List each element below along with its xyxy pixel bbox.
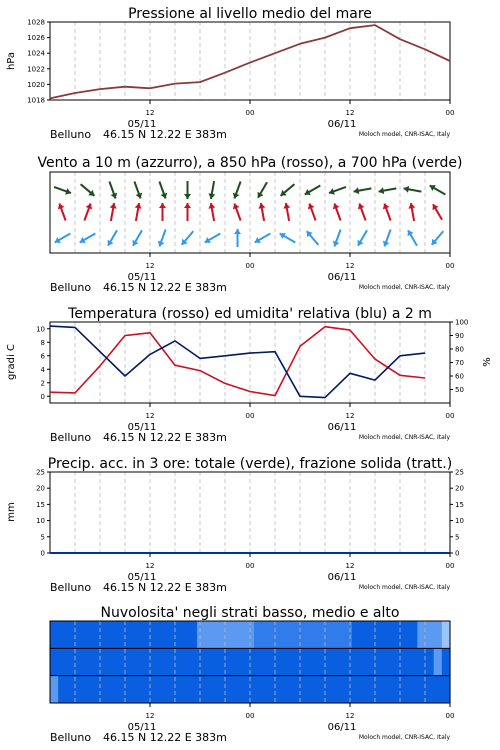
cloud-cell: [58, 621, 67, 648]
date-label: 05/11: [127, 572, 157, 583]
model-credit: Moloch model, CNR-ISAC, Italy: [358, 284, 450, 291]
wind-arrow: [84, 204, 92, 221]
wind-arrow-head: [184, 194, 191, 199]
cloud-cell: [368, 648, 377, 675]
wind-arrow: [135, 203, 142, 221]
date-label: 06/11: [327, 272, 357, 283]
wind-arrow: [58, 204, 66, 221]
panel-title-temperature: Temperatura (rosso) ed umidita' relativa (blu) a 2 m: [68, 306, 432, 322]
station-name: Belluno: [50, 581, 92, 594]
cloud-cell: [164, 621, 173, 648]
wind-arrow: [110, 203, 117, 221]
cloud-cell: [385, 676, 394, 703]
wind-arrow: [433, 204, 443, 220]
wind-arrow: [280, 233, 296, 243]
cloud-cell: [336, 621, 345, 648]
station-name: Belluno: [50, 128, 92, 141]
date-label: 06/11: [327, 572, 357, 583]
model-credit: Moloch model, CNR-ISAC, Italy: [358, 584, 450, 591]
cloud-cell: [238, 621, 247, 648]
cloud-cell: [352, 621, 361, 648]
cloud-cell: [311, 621, 320, 648]
cloud-cell: [189, 676, 198, 703]
cloud-cell: [230, 676, 239, 703]
cloud-cell: [295, 648, 304, 675]
cloud-cell: [360, 648, 369, 675]
cloud-cell: [140, 676, 149, 703]
cloud-cell: [221, 648, 230, 675]
cloud-cell: [319, 648, 328, 675]
cloud-cell: [303, 648, 312, 675]
wind-arrow: [133, 230, 143, 246]
x-tick-label: 00: [245, 109, 255, 117]
date-label: 05/11: [127, 722, 157, 733]
cloud-cell: [91, 648, 100, 675]
y-tick-label: 20: [36, 484, 45, 493]
y-right-tick-label: 90: [455, 332, 464, 340]
y-right-tick-label: 20: [455, 484, 464, 493]
cloud-cell: [426, 648, 435, 675]
wind-arrow: [208, 203, 215, 221]
wind-arrow: [379, 187, 397, 194]
cloud-cell: [115, 621, 124, 648]
cloud-cell: [156, 648, 165, 675]
station-coords: 46.15 N 12.22 E 383m: [103, 731, 227, 744]
wind-arrow-head: [184, 203, 191, 208]
wind-arrow: [80, 234, 96, 244]
wind-arrow: [281, 184, 295, 196]
y-tick-label: 5: [40, 533, 45, 542]
wind-arrow: [233, 204, 241, 221]
cloud-cell: [132, 676, 141, 703]
x-tick-label: 00: [445, 412, 455, 420]
wind-arrow: [233, 182, 241, 199]
cloud-cell: [254, 676, 263, 703]
y-axis-label-precipitation: mm: [6, 502, 17, 522]
y-tick-label: 8: [40, 338, 45, 347]
y-tick-label: 4: [40, 365, 45, 374]
cloud-cell: [205, 648, 214, 675]
x-tick-label: 00: [245, 412, 255, 420]
y-tick-label: 25: [36, 468, 45, 477]
cloud-cell: [221, 676, 230, 703]
x-tick-label: 12: [345, 712, 355, 720]
cloud-cell: [213, 621, 222, 648]
cloud-cell: [287, 648, 296, 675]
wind-arrow: [55, 234, 71, 244]
cloud-cell: [50, 676, 59, 703]
x-tick-label: 12: [345, 562, 355, 570]
date-label: 05/11: [127, 272, 157, 283]
cloud-cell: [409, 648, 418, 675]
wind-arrow: [258, 203, 265, 221]
wind-arrow: [383, 230, 391, 247]
cloud-cell: [279, 648, 288, 675]
cloud-cell: [368, 676, 377, 703]
cloud-cell: [287, 676, 296, 703]
wind-arrow: [408, 230, 418, 246]
cloud-cell: [164, 676, 173, 703]
cloud-cell: [83, 621, 92, 648]
cloud-cell: [115, 676, 124, 703]
cloud-cell: [385, 621, 394, 648]
cloud-cell: [401, 676, 410, 703]
x-tick-label: 12: [345, 412, 355, 420]
date-label: 05/11: [127, 119, 157, 130]
cloud-cell: [442, 648, 451, 675]
wind-arrow: [305, 186, 321, 196]
x-tick-label: 12: [145, 109, 155, 117]
y-tick-label: 1026: [27, 34, 45, 43]
cloud-cell: [205, 621, 214, 648]
cloud-cell: [181, 621, 190, 648]
cloud-cell: [172, 621, 181, 648]
cloud-cell: [140, 621, 149, 648]
wind-arrow: [184, 181, 191, 199]
cloud-cell: [115, 648, 124, 675]
cloud-cell: [409, 621, 418, 648]
panel-title-clouds: Nuvolosita' negli strati basso, medio e alto: [100, 605, 400, 621]
cloud-cell: [148, 621, 157, 648]
cloud-cell: [352, 676, 361, 703]
date-label: 06/11: [327, 722, 357, 733]
cloud-cell: [328, 621, 337, 648]
cloud-cell: [172, 648, 181, 675]
y-tick-label: 2: [40, 379, 45, 388]
cloud-cell: [409, 676, 418, 703]
cloud-cell: [426, 676, 435, 703]
wind-arrow: [333, 230, 341, 247]
station-name: Belluno: [50, 431, 92, 444]
wind-arrow: [158, 230, 166, 247]
model-credit: Moloch model, CNR-ISAC, Italy: [358, 434, 450, 441]
panel-title-wind: Vento a 10 m (azzurro), a 850 hPa (rosso), a 700 hPa (verde): [37, 155, 463, 171]
station-name: Belluno: [50, 281, 92, 294]
cloud-cell: [213, 676, 222, 703]
x-tick-label: 00: [245, 562, 255, 570]
station-name: Belluno: [50, 731, 92, 744]
cloud-cell: [311, 676, 320, 703]
wind-arrow: [408, 203, 415, 221]
cloud-cell: [295, 621, 304, 648]
cloud-cell: [107, 676, 116, 703]
x-tick-label: 00: [245, 262, 255, 270]
cloud-cell: [401, 621, 410, 648]
temperature-line: [50, 327, 425, 396]
wind-arrow: [159, 182, 167, 199]
date-label: 06/11: [327, 422, 357, 433]
cloud-cell: [238, 648, 247, 675]
cloud-cell: [83, 648, 92, 675]
cloud-cell: [197, 676, 206, 703]
y-axis-label-temperature: gradi C: [6, 344, 17, 380]
cloud-cell: [197, 648, 206, 675]
wind-arrow: [432, 231, 444, 245]
model-credit: Moloch model, CNR-ISAC, Italy: [358, 734, 450, 741]
wind-arrow-head: [159, 203, 166, 208]
y-right-tick-label: 100: [455, 318, 469, 327]
wind-arrow: [234, 229, 241, 247]
panel-title-precipitation: Precip. acc. in 3 ore: totale (verde), frazione solida (tratt.): [47, 456, 453, 472]
cloud-cell: [442, 676, 451, 703]
cloud-cell: [172, 676, 181, 703]
x-tick-label: 00: [445, 109, 455, 117]
cloud-cell: [132, 648, 141, 675]
wind-arrow: [159, 203, 166, 221]
x-tick-label: 12: [145, 262, 155, 270]
station-coords: 46.15 N 12.22 E 383m: [103, 281, 227, 294]
cloud-cell: [50, 648, 59, 675]
x-tick-label: 12: [345, 109, 355, 117]
cloud-cell: [230, 648, 239, 675]
station-coords: 46.15 N 12.22 E 383m: [103, 128, 227, 141]
y-right-tick-label: 15: [455, 500, 464, 509]
y-tick-label: 1020: [27, 80, 45, 89]
cloud-cell: [140, 648, 149, 675]
cloud-cell: [189, 621, 198, 648]
y-tick-label: 1028: [27, 18, 45, 27]
cloud-cell: [344, 648, 353, 675]
cloud-cell: [442, 621, 451, 648]
cloud-cell: [66, 648, 75, 675]
cloud-cell: [377, 676, 386, 703]
cloud-cell: [107, 621, 116, 648]
cloud-cell: [426, 621, 435, 648]
cloud-cell: [181, 676, 190, 703]
x-tick-label: 00: [245, 712, 255, 720]
cloud-cell: [385, 648, 394, 675]
cloud-cell: [434, 648, 443, 675]
cloud-cell: [279, 621, 288, 648]
y-tick-label: 1024: [27, 49, 45, 58]
wind-arrow: [404, 186, 422, 193]
cloud-cell: [66, 621, 75, 648]
date-label: 05/11: [127, 422, 157, 433]
cloud-cell: [213, 648, 222, 675]
cloud-cell: [254, 648, 263, 675]
x-tick-label: 00: [445, 262, 455, 270]
x-tick-label: 12: [145, 712, 155, 720]
cloud-cell: [303, 621, 312, 648]
cloud-cell: [91, 676, 100, 703]
station-coords: 46.15 N 12.22 E 383m: [103, 581, 227, 594]
wind-arrow: [184, 203, 191, 221]
cloud-cell: [336, 676, 345, 703]
plot-frame-precipitation: [50, 472, 450, 553]
x-tick-label: 12: [145, 412, 155, 420]
cloud-cell: [262, 648, 271, 675]
wind-arrow: [54, 187, 71, 195]
y-tick-label: 0: [40, 392, 45, 401]
y-axis-label-humidity: %: [482, 357, 493, 367]
y-tick-label: 1018: [27, 96, 45, 105]
panel-title-pressure: Pressione al livello medio del mare: [128, 6, 372, 22]
cloud-cell: [287, 621, 296, 648]
wind-arrow: [81, 184, 95, 196]
cloud-cell: [328, 676, 337, 703]
cloud-cell: [262, 676, 271, 703]
cloud-cell: [254, 621, 263, 648]
y-tick-label: 10: [36, 325, 45, 334]
cloud-cell: [360, 621, 369, 648]
x-tick-label: 00: [445, 712, 455, 720]
wind-arrow: [383, 204, 391, 221]
y-tick-label: 0: [40, 549, 45, 558]
wind-arrow: [333, 204, 341, 221]
y-tick-label: 6: [40, 352, 45, 361]
cloud-cell: [328, 648, 337, 675]
wind-arrow: [182, 231, 194, 245]
wind-arrow: [205, 234, 221, 244]
wind-arrow: [329, 187, 346, 195]
cloud-cell: [360, 676, 369, 703]
cloud-cell: [279, 676, 288, 703]
wind-arrow: [307, 231, 319, 245]
cloud-cell: [295, 676, 304, 703]
cloud-cell: [132, 621, 141, 648]
cloud-cell: [344, 676, 353, 703]
y-right-tick-label: 0: [455, 549, 460, 558]
cloud-cell: [58, 676, 67, 703]
cloud-cell: [319, 621, 328, 648]
cloud-cell: [401, 648, 410, 675]
wind-arrow: [358, 230, 368, 246]
wind-arrow: [430, 185, 446, 195]
cloud-cell: [74, 621, 83, 648]
cloud-cell: [83, 676, 92, 703]
cloud-cell: [50, 621, 59, 648]
wind-arrow: [358, 204, 366, 221]
y-right-tick-label: 10: [455, 517, 464, 526]
wind-arrow: [208, 181, 215, 199]
y-right-tick-label: 80: [455, 345, 464, 354]
cloud-cell: [164, 648, 173, 675]
cloud-cell: [352, 648, 361, 675]
cloud-cell: [303, 676, 312, 703]
wind-arrow-head: [234, 229, 241, 234]
cloud-cell: [156, 621, 165, 648]
y-right-tick-label: 60: [455, 372, 464, 381]
cloud-cell: [66, 676, 75, 703]
wind-arrow: [283, 203, 290, 221]
wind-arrow: [308, 204, 316, 221]
y-tick-label: 1022: [27, 65, 45, 74]
y-tick-label: 10: [36, 517, 45, 526]
wind-arrow: [255, 234, 271, 244]
cloud-cell: [148, 676, 157, 703]
wind-arrow: [134, 182, 142, 199]
wind-arrow: [258, 182, 268, 198]
cloud-cell: [434, 621, 443, 648]
cloud-cell: [156, 676, 165, 703]
cloud-cell: [74, 676, 83, 703]
x-tick-label: 12: [145, 562, 155, 570]
cloud-cell: [368, 621, 377, 648]
cloud-cell: [336, 648, 345, 675]
cloud-cell: [91, 621, 100, 648]
cloud-cell: [189, 648, 198, 675]
cloud-cell: [377, 621, 386, 648]
cloud-cell: [205, 676, 214, 703]
y-axis-label-pressure: hPa: [6, 51, 17, 71]
wind-arrow: [354, 187, 372, 194]
cloud-cell: [230, 621, 239, 648]
cloud-cell: [197, 621, 206, 648]
station-coords: 46.15 N 12.22 E 383m: [103, 431, 227, 444]
cloud-cell: [107, 648, 116, 675]
cloud-cell: [377, 648, 386, 675]
cloud-cell: [344, 621, 353, 648]
wind-arrow: [108, 230, 118, 246]
cloud-cell: [262, 621, 271, 648]
wind-arrow: [109, 182, 117, 199]
cloud-cell: [74, 648, 83, 675]
y-right-tick-label: 50: [455, 386, 464, 394]
y-right-tick-label: 25: [455, 468, 464, 477]
cloud-cell: [181, 648, 190, 675]
model-credit: Moloch model, CNR-ISAC, Italy: [358, 131, 450, 138]
y-tick-label: 15: [36, 500, 45, 509]
cloud-cell: [238, 676, 247, 703]
x-tick-label: 12: [345, 262, 355, 270]
cloud-cell: [311, 648, 320, 675]
y-right-tick-label: 5: [455, 533, 460, 542]
cloud-cell: [434, 676, 443, 703]
x-tick-label: 00: [445, 562, 455, 570]
cloud-cell: [221, 621, 230, 648]
cloud-cell: [148, 648, 157, 675]
cloud-cell: [319, 676, 328, 703]
date-label: 06/11: [327, 119, 357, 130]
cloud-cell: [58, 648, 67, 675]
y-right-tick-label: 70: [455, 359, 464, 367]
